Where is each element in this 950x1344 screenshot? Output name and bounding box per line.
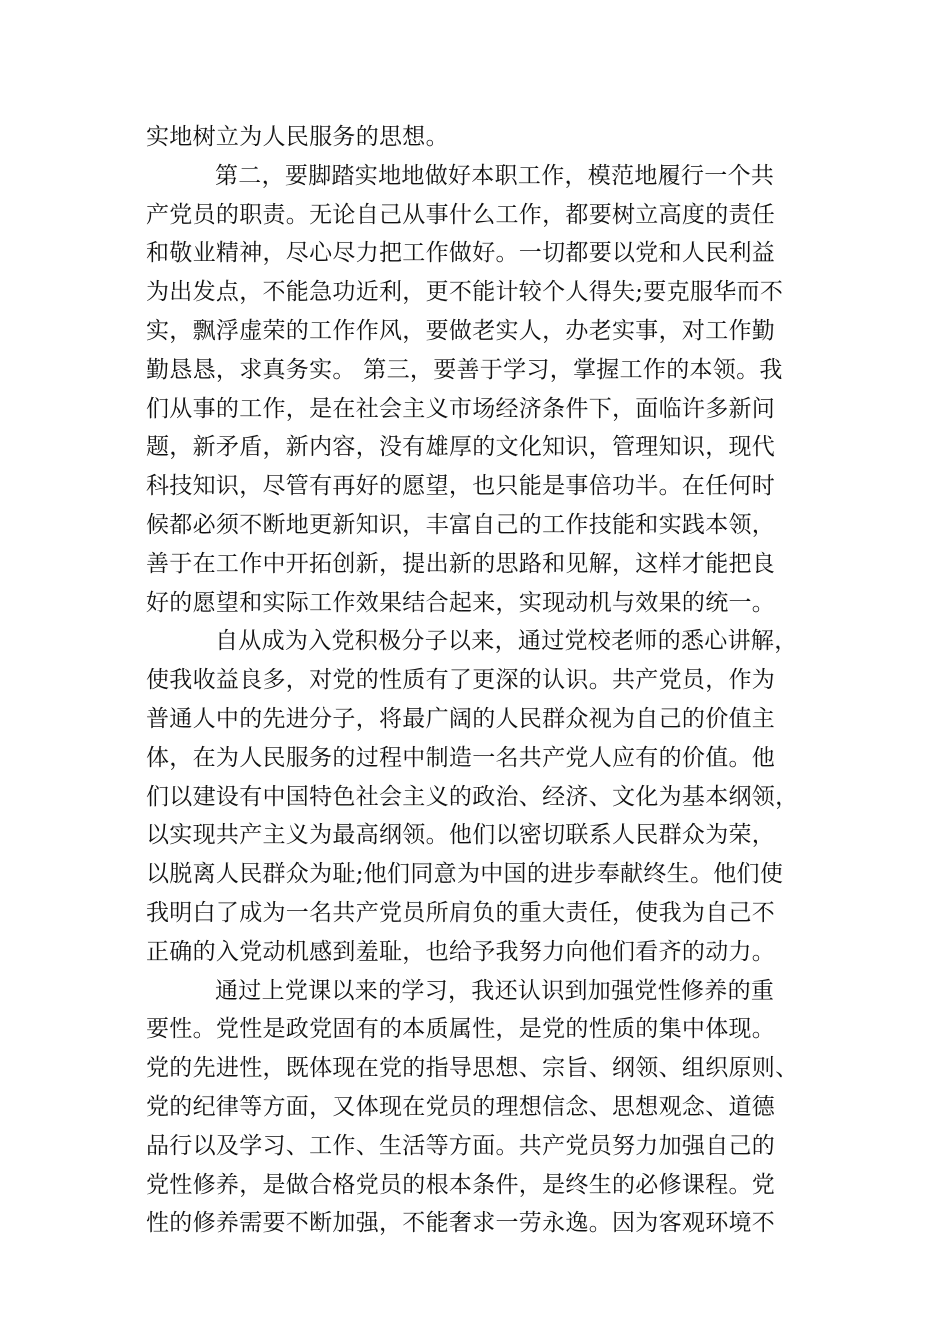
text-line-21: 我明白了成为一名共产党员所肩负的重大责任，使我为自己不: [146, 899, 776, 926]
text-line-15: 使我收益良多，对党的性质有了更深的认识。共产党员，作为: [146, 667, 776, 694]
text-line-22: 正确的入党动机感到羞耻，也给予我努力向他们看齐的动力。: [146, 938, 776, 965]
text-line-26: 党的纪律等方面，又体现在党员的理想信念、思想观念、道德: [146, 1093, 776, 1120]
text-line-12: 善于在工作中开拓创新，提出新的思路和见解，这样才能把良: [146, 550, 776, 577]
text-line-24: 要性。党性是政党固有的本质属性，是党的性质的集中体现。: [146, 1016, 776, 1043]
text-line-20: 以脱离人民群众为耻;他们同意为中国的进步奉献终生。他们使: [146, 861, 784, 888]
document-body: [146, 118, 799, 1243]
text-line-25: 党的先进性，既体现在党的指导思想、宗旨、纲领、组织原则、: [146, 1055, 799, 1082]
text-line-27: 品行以及学习、工作、生活等方面。共产党员努力加强自己的: [146, 1132, 776, 1159]
text-line-23: 通过上党课以来的学习，我还认识到加强党性修养的重: [215, 977, 775, 1004]
text-line-5: 为出发点，不能急功近利，更不能计较个人得失;要克服华而不: [146, 279, 784, 306]
text-line-17: 体，在为人民服务的过程中制造一名共产党人应有的价值。他: [146, 744, 776, 771]
text-line-16: 普通人中的先进分子，将最广阔的人民群众视为自己的价值主: [146, 705, 776, 732]
text-line-7: 勤恳恳，求真务实。 第三，要善于学习，掌握工作的本领。我: [146, 356, 783, 383]
text-line-2: 第二，要脚踏实地地做好本职工作，模范地履行一个共: [215, 162, 775, 189]
text-line-18: 们以建设有中国特色社会主义的政治、经济、文化为基本纲领，: [146, 783, 799, 810]
text-line-8: 们从事的工作，是在社会主义市场经济条件下，面临许多新问: [146, 395, 776, 422]
text-line-1: 实地树立为人民服务的思想。: [146, 124, 449, 150]
text-line-11: 候都必须不断地更新知识，丰富自己的工作技能和实践本领，: [146, 511, 776, 538]
text-line-14: 自从成为入党积极分子以来，通过党校老师的悉心讲解，: [215, 628, 798, 655]
text-line-6: 实，飘浮虚荣的工作作风，要做老实人，办老实事，对工作勤: [146, 317, 776, 344]
text-line-4: 和敬业精神，尽心尽力把工作做好。一切都要以党和人民利益: [146, 240, 776, 267]
text-line-9: 题，新矛盾，新内容，没有雄厚的文化知识，管理知识，现代: [146, 434, 776, 461]
text-line-10: 科技知识，尽管有再好的愿望，也只能是事倍功半。在任何时: [146, 473, 776, 500]
text-line-28: 党性修养，是做合格党员的根本条件，是终生的必修课程。党: [146, 1171, 776, 1198]
text-line-29: 性的修养需要不断加强，不能奢求一劳永逸。因为客观环境不: [146, 1210, 776, 1237]
text-line-19: 以实现共产主义为最高纲领。他们以密切联系人民群众为荣，: [146, 822, 776, 849]
text-line-3: 产党员的职责。无论自己从事什么工作，都要树立高度的责任: [146, 201, 776, 228]
text-line-13: 好的愿望和实际工作效果结合起来，实现动机与效果的统一。: [146, 589, 776, 616]
